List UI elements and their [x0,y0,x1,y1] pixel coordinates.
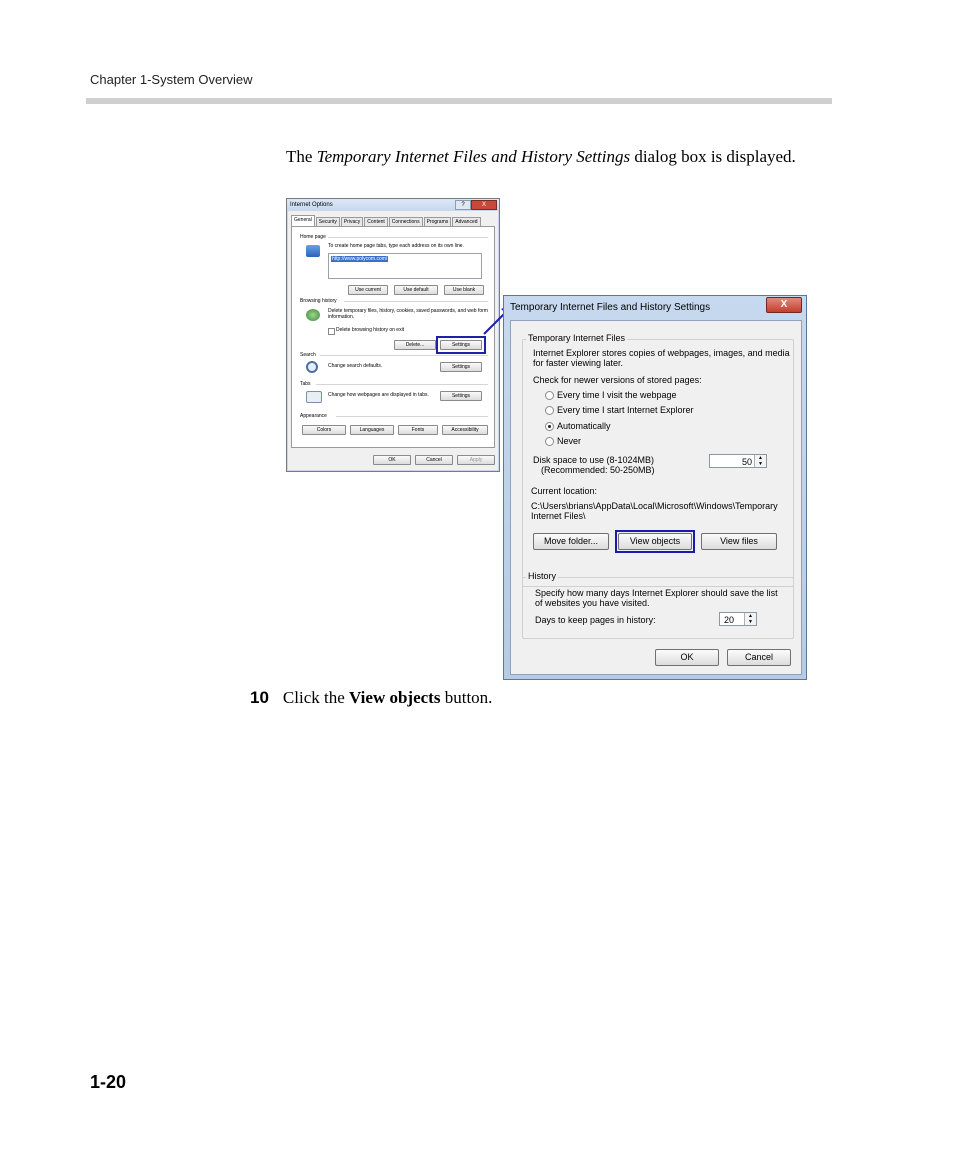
radio-every-visit[interactable] [545,391,554,400]
days-to-keep-spinner[interactable]: ▲ ▼ [744,613,756,625]
search-settings-button[interactable]: Settings [440,362,482,372]
home-page-url: http://www.polycom.com/ [332,256,388,262]
check-newer-label: Check for newer versions of stored pages: [533,375,702,385]
intro-paragraph [286,146,806,167]
radio-every-start[interactable] [545,406,554,415]
divider [328,237,488,238]
io-title-bar [287,199,499,211]
chapter-header: Chapter 1-System Overview [90,72,253,87]
divider [316,384,488,385]
tif-close-button[interactable]: X [766,297,802,313]
history-desc-line1: Specify how many days Internet Explorer should save the list [535,588,778,598]
days-to-keep-label: Days to keep pages in history: [535,615,656,625]
io-ok-button[interactable]: OK [373,455,411,465]
use-blank-button[interactable]: Use blank [444,285,484,295]
step-before: Click the [282,688,350,707]
delete-on-exit-label: Delete browsing history on exit [336,327,405,333]
io-help-button[interactable]: ? [455,200,471,210]
tif-ok-button[interactable]: OK [655,649,719,666]
home-page-url-field[interactable] [328,253,482,279]
search-desc: Change search defaults. [328,363,383,369]
use-current-button[interactable]: Use current [348,285,388,295]
tif-history-settings-dialog [503,295,807,680]
home-page-desc: To create home page tabs, type each address on its own line. [328,243,464,249]
page-number: 1-20 [90,1072,127,1092]
current-location-label: Current location: [531,486,598,496]
search-icon [306,361,318,373]
tabs-icon [306,391,322,403]
accessibility-button[interactable]: Accessibility [442,425,488,435]
io-tab-strip [291,217,482,226]
io-close-button[interactable]: X [471,200,497,210]
tab-connections[interactable]: Connections [389,217,423,226]
radio-never[interactable] [545,437,554,446]
step-number: 10 [250,688,269,707]
view-objects-highlight-box [615,530,695,553]
step-after: button. [440,688,493,707]
io-general-panel [291,226,495,448]
browsing-history-label: Browsing history [300,298,337,304]
days-to-keep-input[interactable] [719,612,757,626]
tab-privacy[interactable]: Privacy [341,217,363,226]
disk-space-recommended: (Recommended: 50-250MB) [541,465,655,475]
tab-security[interactable]: Security [316,217,340,226]
move-folder-button[interactable]: Move folder... [533,533,609,550]
fonts-button[interactable]: Fonts [398,425,438,435]
tab-programs[interactable]: Programs [424,217,452,226]
delete-on-exit-checkbox[interactable] [328,328,335,335]
home-icon [306,245,320,257]
view-files-button[interactable]: View files [701,533,777,550]
delete-button[interactable]: Delete... [394,340,436,350]
intro-before: The [286,147,317,166]
step-button-name: View objects [349,688,441,707]
divider [344,301,488,302]
tabs-desc: Change how webpages are displayed in tabs. [328,392,429,398]
history-group-label: History [528,571,557,581]
current-location-path1: C:\Users\brians\AppData\Local\Microsoft\Windows\Temporary [531,501,778,511]
view-objects-button[interactable]: View objects [618,533,692,550]
days-to-keep-value: 20 [724,615,735,625]
tif-dialog-title: Temporary Internet Files and History Settings [510,302,711,313]
search-section-label: Search [300,352,316,358]
disk-space-spinner[interactable]: ▲ ▼ [754,455,766,467]
tab-advanced[interactable]: Advanced [452,217,480,226]
appearance-label: Appearance [300,413,327,419]
io-title: Internet Options [290,202,333,208]
option-every-start: Every time I start Internet Explorer [557,405,694,415]
option-never: Never [557,436,582,446]
tif-desc-line1: Internet Explorer stores copies of webpages, images, and media [533,348,790,358]
tab-general[interactable]: General [291,215,315,226]
step-10 [250,688,492,708]
settings-highlight-box [436,336,486,354]
internet-options-window [286,198,500,472]
intro-after: dialog box is displayed. [630,147,796,166]
header-rule [86,98,832,104]
tif-desc-line2: for faster viewing later. [533,358,624,368]
browsing-history-icon [306,309,320,321]
history-desc-line2: of websites you have visited. [535,598,650,608]
intro-dialog-name: Temporary Internet Files and History Settings [316,147,631,166]
tif-dialog-body [510,320,802,675]
tif-group-label: Temporary Internet Files [528,333,626,343]
home-page-label: Home page [300,234,326,240]
option-every-visit: Every time I visit the webpage [557,390,677,400]
radio-automatically[interactable] [545,422,554,431]
divider [320,355,488,356]
browsing-history-settings-button[interactable]: Settings [440,340,482,350]
tabs-section-label: Tabs [300,381,311,387]
tab-content[interactable]: Content [364,217,388,226]
option-automatically: Automatically [557,421,611,431]
current-location-path2: Internet Files\ [531,511,586,521]
languages-button[interactable]: Languages [350,425,394,435]
divider [336,416,488,417]
tabs-settings-button[interactable]: Settings [440,391,482,401]
history-group-box [522,577,794,639]
disk-space-label: Disk space to use (8-1024MB) [533,455,655,465]
use-default-button[interactable]: Use default [394,285,438,295]
tif-cancel-button[interactable]: Cancel [727,649,791,666]
browsing-history-desc: Delete temporary files, history, cookies, saved passwords, and web form information. [328,308,488,320]
io-cancel-button[interactable]: Cancel [415,455,453,465]
io-apply-button[interactable]: Apply [457,455,495,465]
disk-space-value: 50 [741,457,752,467]
colors-button[interactable]: Colors [302,425,346,435]
disk-space-input[interactable] [709,454,767,468]
